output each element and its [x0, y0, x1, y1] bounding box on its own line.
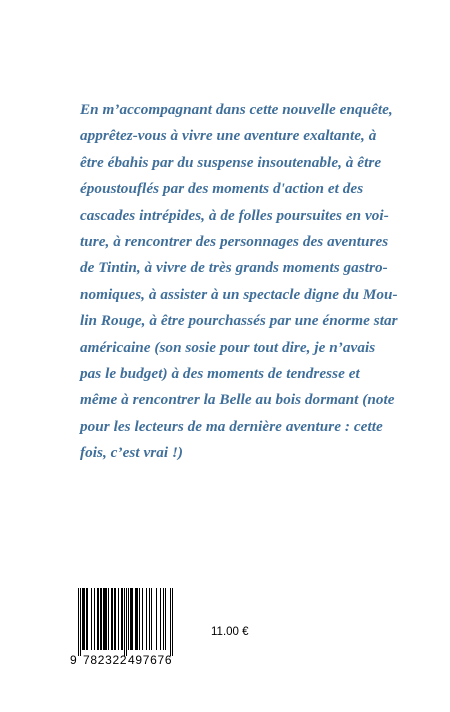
barcode-bar	[130, 588, 131, 650]
barcode-bar	[112, 588, 113, 650]
barcode-bar	[83, 588, 84, 650]
barcode-guard-bar	[80, 588, 81, 656]
barcode-bar	[118, 588, 119, 650]
barcode-bar	[103, 588, 104, 650]
barcode-bar	[100, 588, 101, 650]
blurb-line: nomiques, à assister à un spectacle digne du Mou-	[80, 285, 398, 303]
barcode-bar	[104, 588, 105, 650]
isbn-barcode	[70, 583, 176, 673]
blurb-line: même à rencontrer la Belle au bois dormant (note	[80, 391, 395, 409]
blurb-line: être ébahis par du suspense insoutenable, à être	[80, 153, 382, 171]
barcode-bar	[142, 588, 143, 650]
barcode-bar	[91, 588, 92, 650]
barcode-bar	[97, 588, 98, 650]
blurb-line: pour les lecteurs de ma dernière aventure : cette	[80, 417, 383, 435]
barcode-guard-bar	[172, 588, 173, 656]
barcode-bar	[115, 588, 116, 650]
barcode-bar	[135, 588, 136, 650]
barcode-bar	[108, 588, 109, 650]
blurb-line: En m’accompagnant dans cette nouvelle enquête,	[80, 101, 393, 118]
barcode-bar	[160, 588, 161, 650]
barcode-bar	[111, 588, 112, 650]
barcode-bar	[105, 588, 106, 650]
barcode-bar	[151, 588, 152, 650]
barcode-bar	[165, 588, 166, 650]
blurb-line: fois, c’est vrai !)	[80, 444, 184, 462]
blurb-line: américaine (son sosie pour tout dire, je n’avais	[80, 338, 376, 356]
blurb-line: ture, à rencontrer des personnages des aventures	[80, 233, 389, 251]
price-label: 11.00 €	[211, 626, 249, 638]
barcode-bar	[131, 588, 132, 650]
barcode-bars	[78, 588, 173, 658]
barcode-bar	[84, 588, 85, 650]
blurb-line: apprêtez-vous à vivre une aventure exaltante, à	[80, 127, 377, 145]
barcode-bar	[122, 588, 123, 650]
barcode-guard-bar	[126, 588, 127, 656]
blurb-line: époustouflés par des moments d'action et des	[80, 180, 364, 198]
barcode-bar	[101, 588, 102, 650]
blurb-line: de Tintin, à vivre de très grands moments gastro-	[80, 259, 388, 277]
barcode-bar	[94, 588, 95, 650]
barcode-bar	[156, 588, 157, 650]
barcode-guard-bar	[78, 588, 79, 656]
barcode-bar	[139, 588, 140, 650]
blurb-text	[80, 97, 420, 467]
isbn-right-group: 497676	[128, 653, 173, 667]
barcode-guard-bar	[170, 588, 171, 656]
barcode-bar	[163, 588, 164, 650]
barcode-bar	[82, 588, 83, 650]
barcode-bar	[114, 588, 115, 650]
barcode-bar	[87, 588, 88, 650]
barcode-bar	[98, 588, 99, 650]
blurb-line: pas le budget) à des moments de tendresse et	[80, 365, 360, 383]
barcode-bar	[121, 588, 122, 650]
barcode-bar	[128, 588, 129, 650]
barcode-bar	[132, 588, 133, 650]
barcode-bar	[136, 588, 137, 650]
barcode-bar	[137, 588, 138, 650]
barcode-guard-bar	[124, 588, 125, 656]
barcode-bar	[106, 588, 107, 650]
barcode-bar	[149, 588, 150, 650]
blurb-line: cascades intrépides, à de folles poursuites en voi-	[80, 206, 389, 224]
isbn-first-digit: 9	[70, 653, 77, 667]
blurb-line: lin Rouge, à être pourchassés par une énorme star	[80, 312, 398, 330]
isbn-left-group: 782322	[83, 653, 128, 667]
barcode-bar	[86, 588, 87, 650]
isbn-digits	[70, 653, 176, 669]
barcode-bar	[146, 588, 147, 650]
